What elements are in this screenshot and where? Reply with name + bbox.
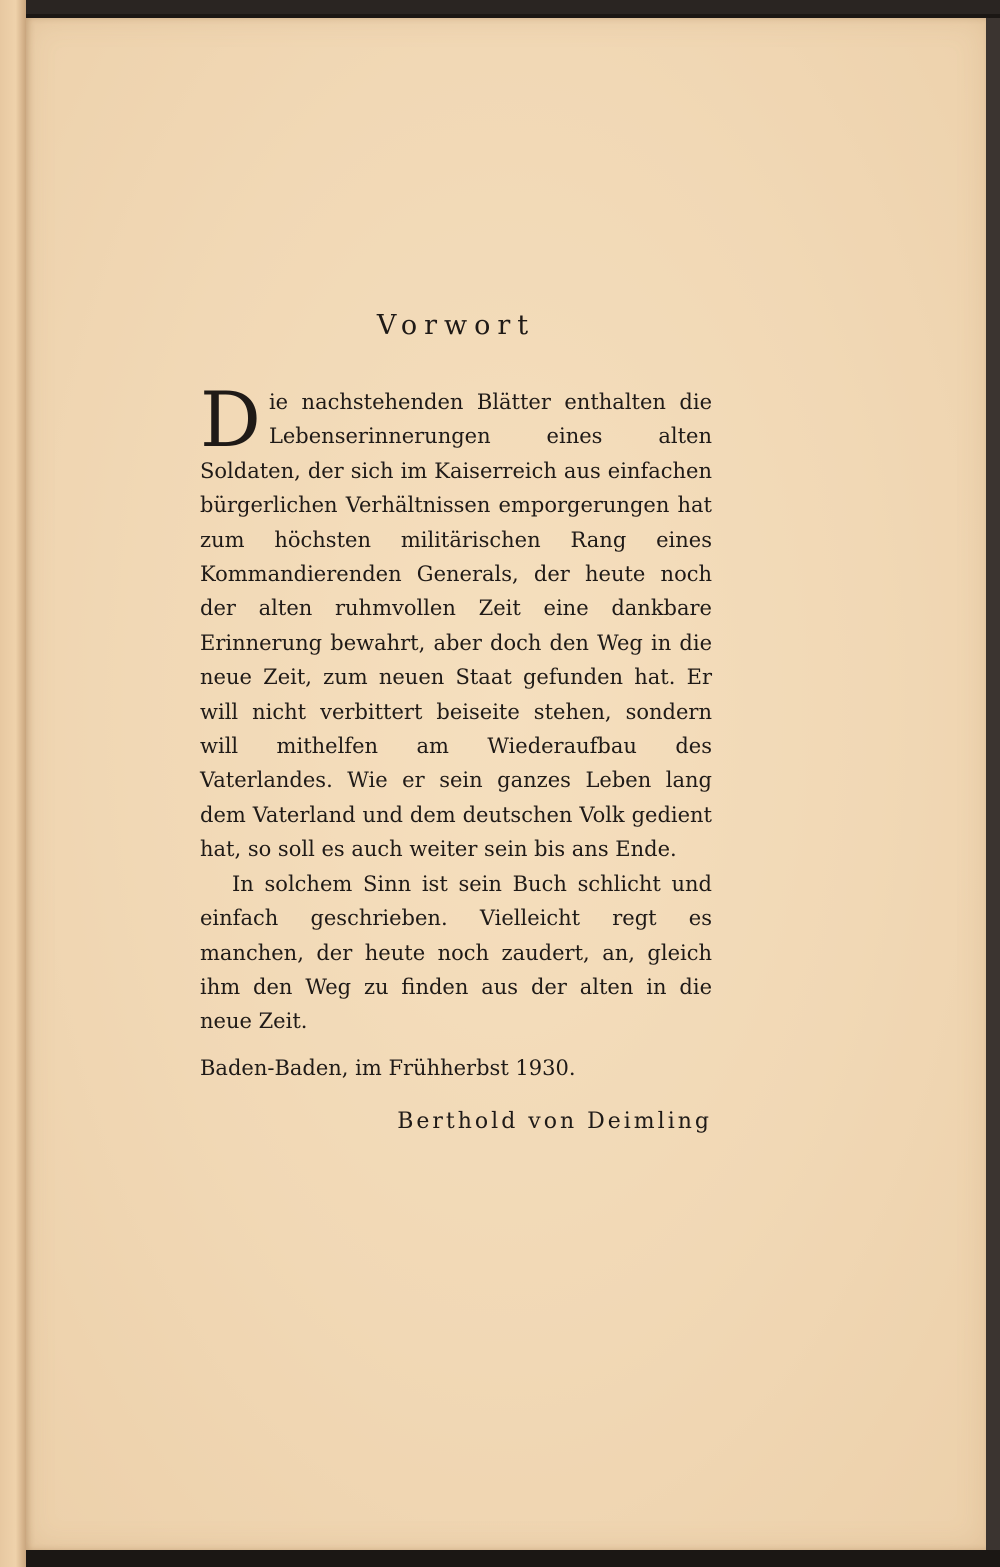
author-signature: Berthold von Deimling: [397, 1108, 712, 1134]
place-and-date: Baden-Baden, im Frühherbst 1930.: [200, 1055, 576, 1080]
preface-text-block: [200, 310, 712, 1139]
scan-right-border: [986, 18, 1000, 1550]
paragraph-1-text: ie nachstehenden Blätter enthalten die Lebenserinnerungen eines alten Soldaten, der sich im Kaiserreich aus einfachen bürgerlichen Verhältnissen emporgerungen hat zum höchsten militärischen Rang eines Kommandierenden Generals, der heute noch der alten ruhmvollen Zeit eine dankbare Erinnerung bewahrt, aber doch den Weg in die neue Zeit, zum neuen Staat gefunden hat. Er will nicht verbittert beiseite stehen, sondern will mithelfen am Wiederaufbau des Vaterlandes. Wie er sein ganzes Leben lang dem Vaterland und dem deutschen Volk gedient hat, so soll es auch weiter sein bis ans Ende.: [200, 390, 712, 862]
preface-paragraph-1: [200, 375, 712, 867]
book-spine-edge: [0, 0, 26, 1567]
scan-top-border: [0, 0, 1000, 14]
preface-paragraph-2: In solchem Sinn ist sein Buch schlicht und einfach geschrieben. Vielleicht regt es manchen, der heute noch zaudert, an, gleich ihm den Weg zu finden aus der alten in die neue Zeit.: [200, 871, 712, 1034]
page-title: Vorwort: [376, 310, 536, 341]
drop-cap-letter: D: [200, 375, 261, 464]
